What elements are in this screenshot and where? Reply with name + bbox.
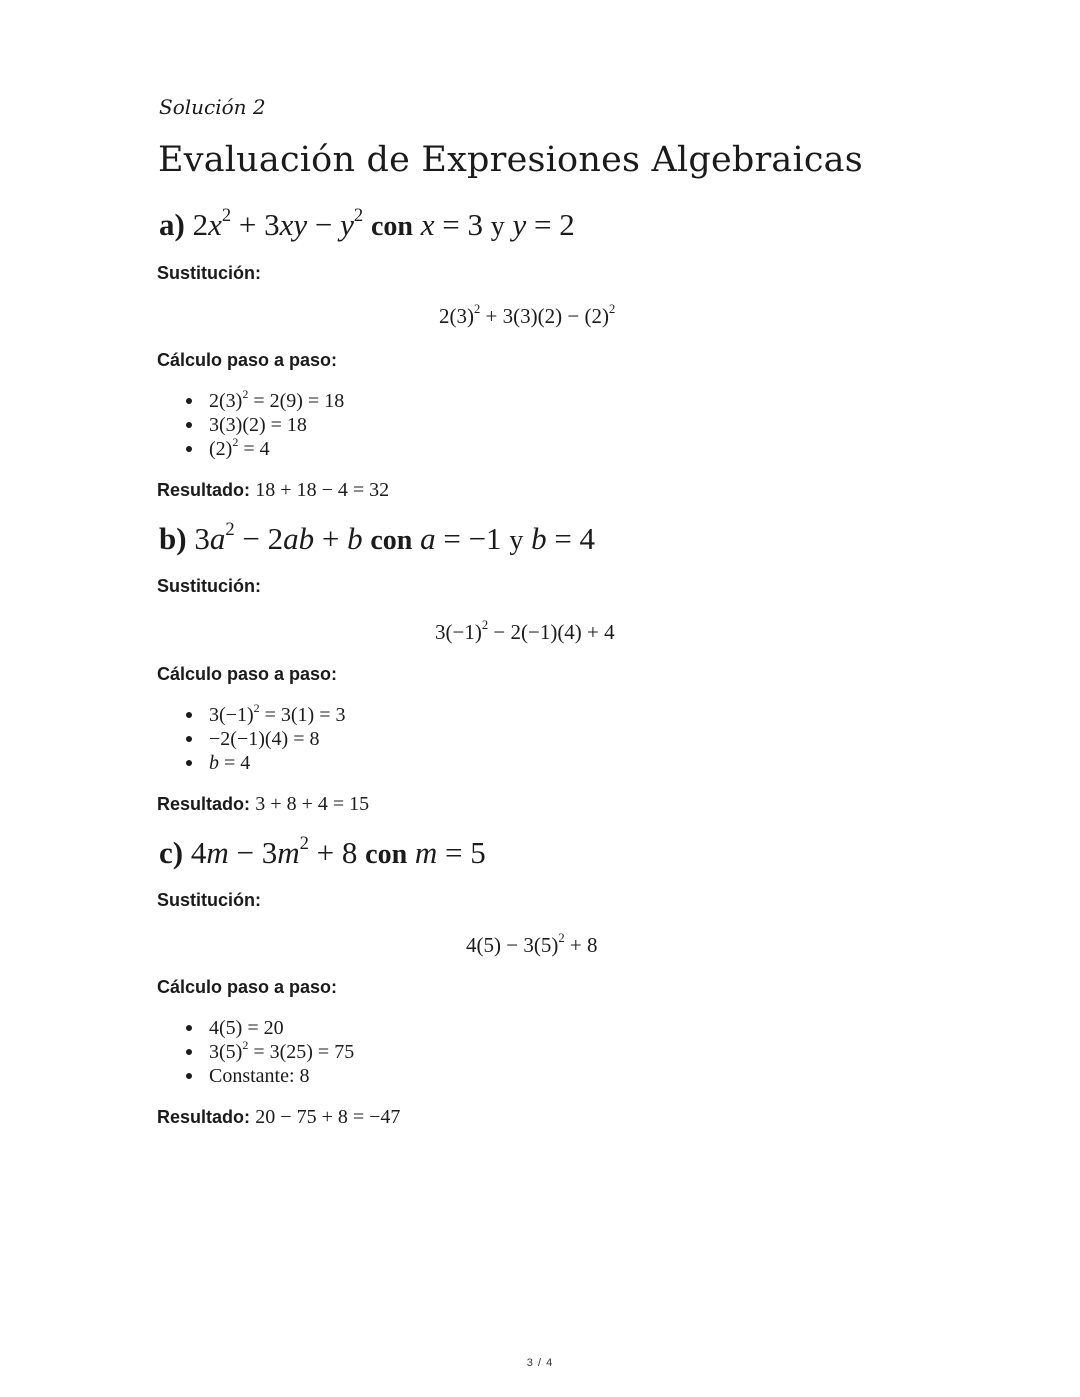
section-b-substitution-label: Sustitución: xyxy=(157,576,261,596)
list-item: b = 4 xyxy=(184,751,346,775)
section-b-substitution: $3(-1)^2 - 2(-1)(4) + 4$ xyxy=(435,618,615,644)
section-c-substitution-label: Sustitución: xyxy=(157,890,261,910)
section-b-step-list xyxy=(184,700,346,775)
section-a-step-list xyxy=(184,386,345,461)
section-a-heading: a) $2x^2 + 3xy - y^2$ con x = 3 y y = 2 xyxy=(159,204,575,242)
result-label: Resultado: xyxy=(157,794,251,814)
list-item: 4(5) = 20 xyxy=(184,1016,354,1040)
result-label: Resultado: xyxy=(157,480,251,500)
section-b-steps-label: Cálculo paso a paso: xyxy=(157,664,338,684)
solution-kicker: Solución 2 xyxy=(159,95,266,119)
page-number: 3 / 4 xyxy=(526,1357,554,1369)
list-item: −2(−1)(4) = 8 xyxy=(184,727,346,751)
section-c-result: Resultado: 20 − 75 + 8 = −47 xyxy=(157,1106,401,1128)
list-item: 3(3)(2) = 18 xyxy=(184,413,344,437)
section-c-step-list xyxy=(184,1016,354,1088)
section-a-substitution: $2(3)^2 + 3(3)(2) - (2)^2$ xyxy=(439,302,616,328)
section-c-heading: c) $4m - 3m^2 + 8$ con m = 5 xyxy=(159,832,486,870)
list-item: Constante: 8 xyxy=(184,1064,354,1088)
page-title: Evaluación de Expresiones Algebraicas xyxy=(158,140,863,180)
list-item: $2(3)^2 = 2(9) = 18$ xyxy=(184,389,344,413)
section-a-result: Resultado: 18 + 18 − 4 = 32 xyxy=(157,479,390,501)
result-label: Resultado: xyxy=(157,1107,251,1127)
list-item: $3(-1)^2 = 3(1) = 3$ xyxy=(184,703,346,727)
list-item: $(2)^2 = 4$ xyxy=(184,437,344,461)
section-b-heading: b) $3a^2 - 2ab + b$ con a = −1 y b = 4 xyxy=(159,518,596,556)
section-b-result: Resultado: 3 + 8 + 4 = 15 xyxy=(157,793,370,815)
section-c-steps-label: Cálculo paso a paso: xyxy=(157,977,338,997)
list-item: $3(5)^2 = 3(25) = 75$ xyxy=(184,1040,354,1064)
section-c-substitution: $4(5) - 3(5)^2 + 8$ xyxy=(466,931,598,957)
section-a-steps-label: Cálculo paso a paso: xyxy=(157,350,338,370)
section-a-substitution-label: Sustitución: xyxy=(157,263,261,283)
